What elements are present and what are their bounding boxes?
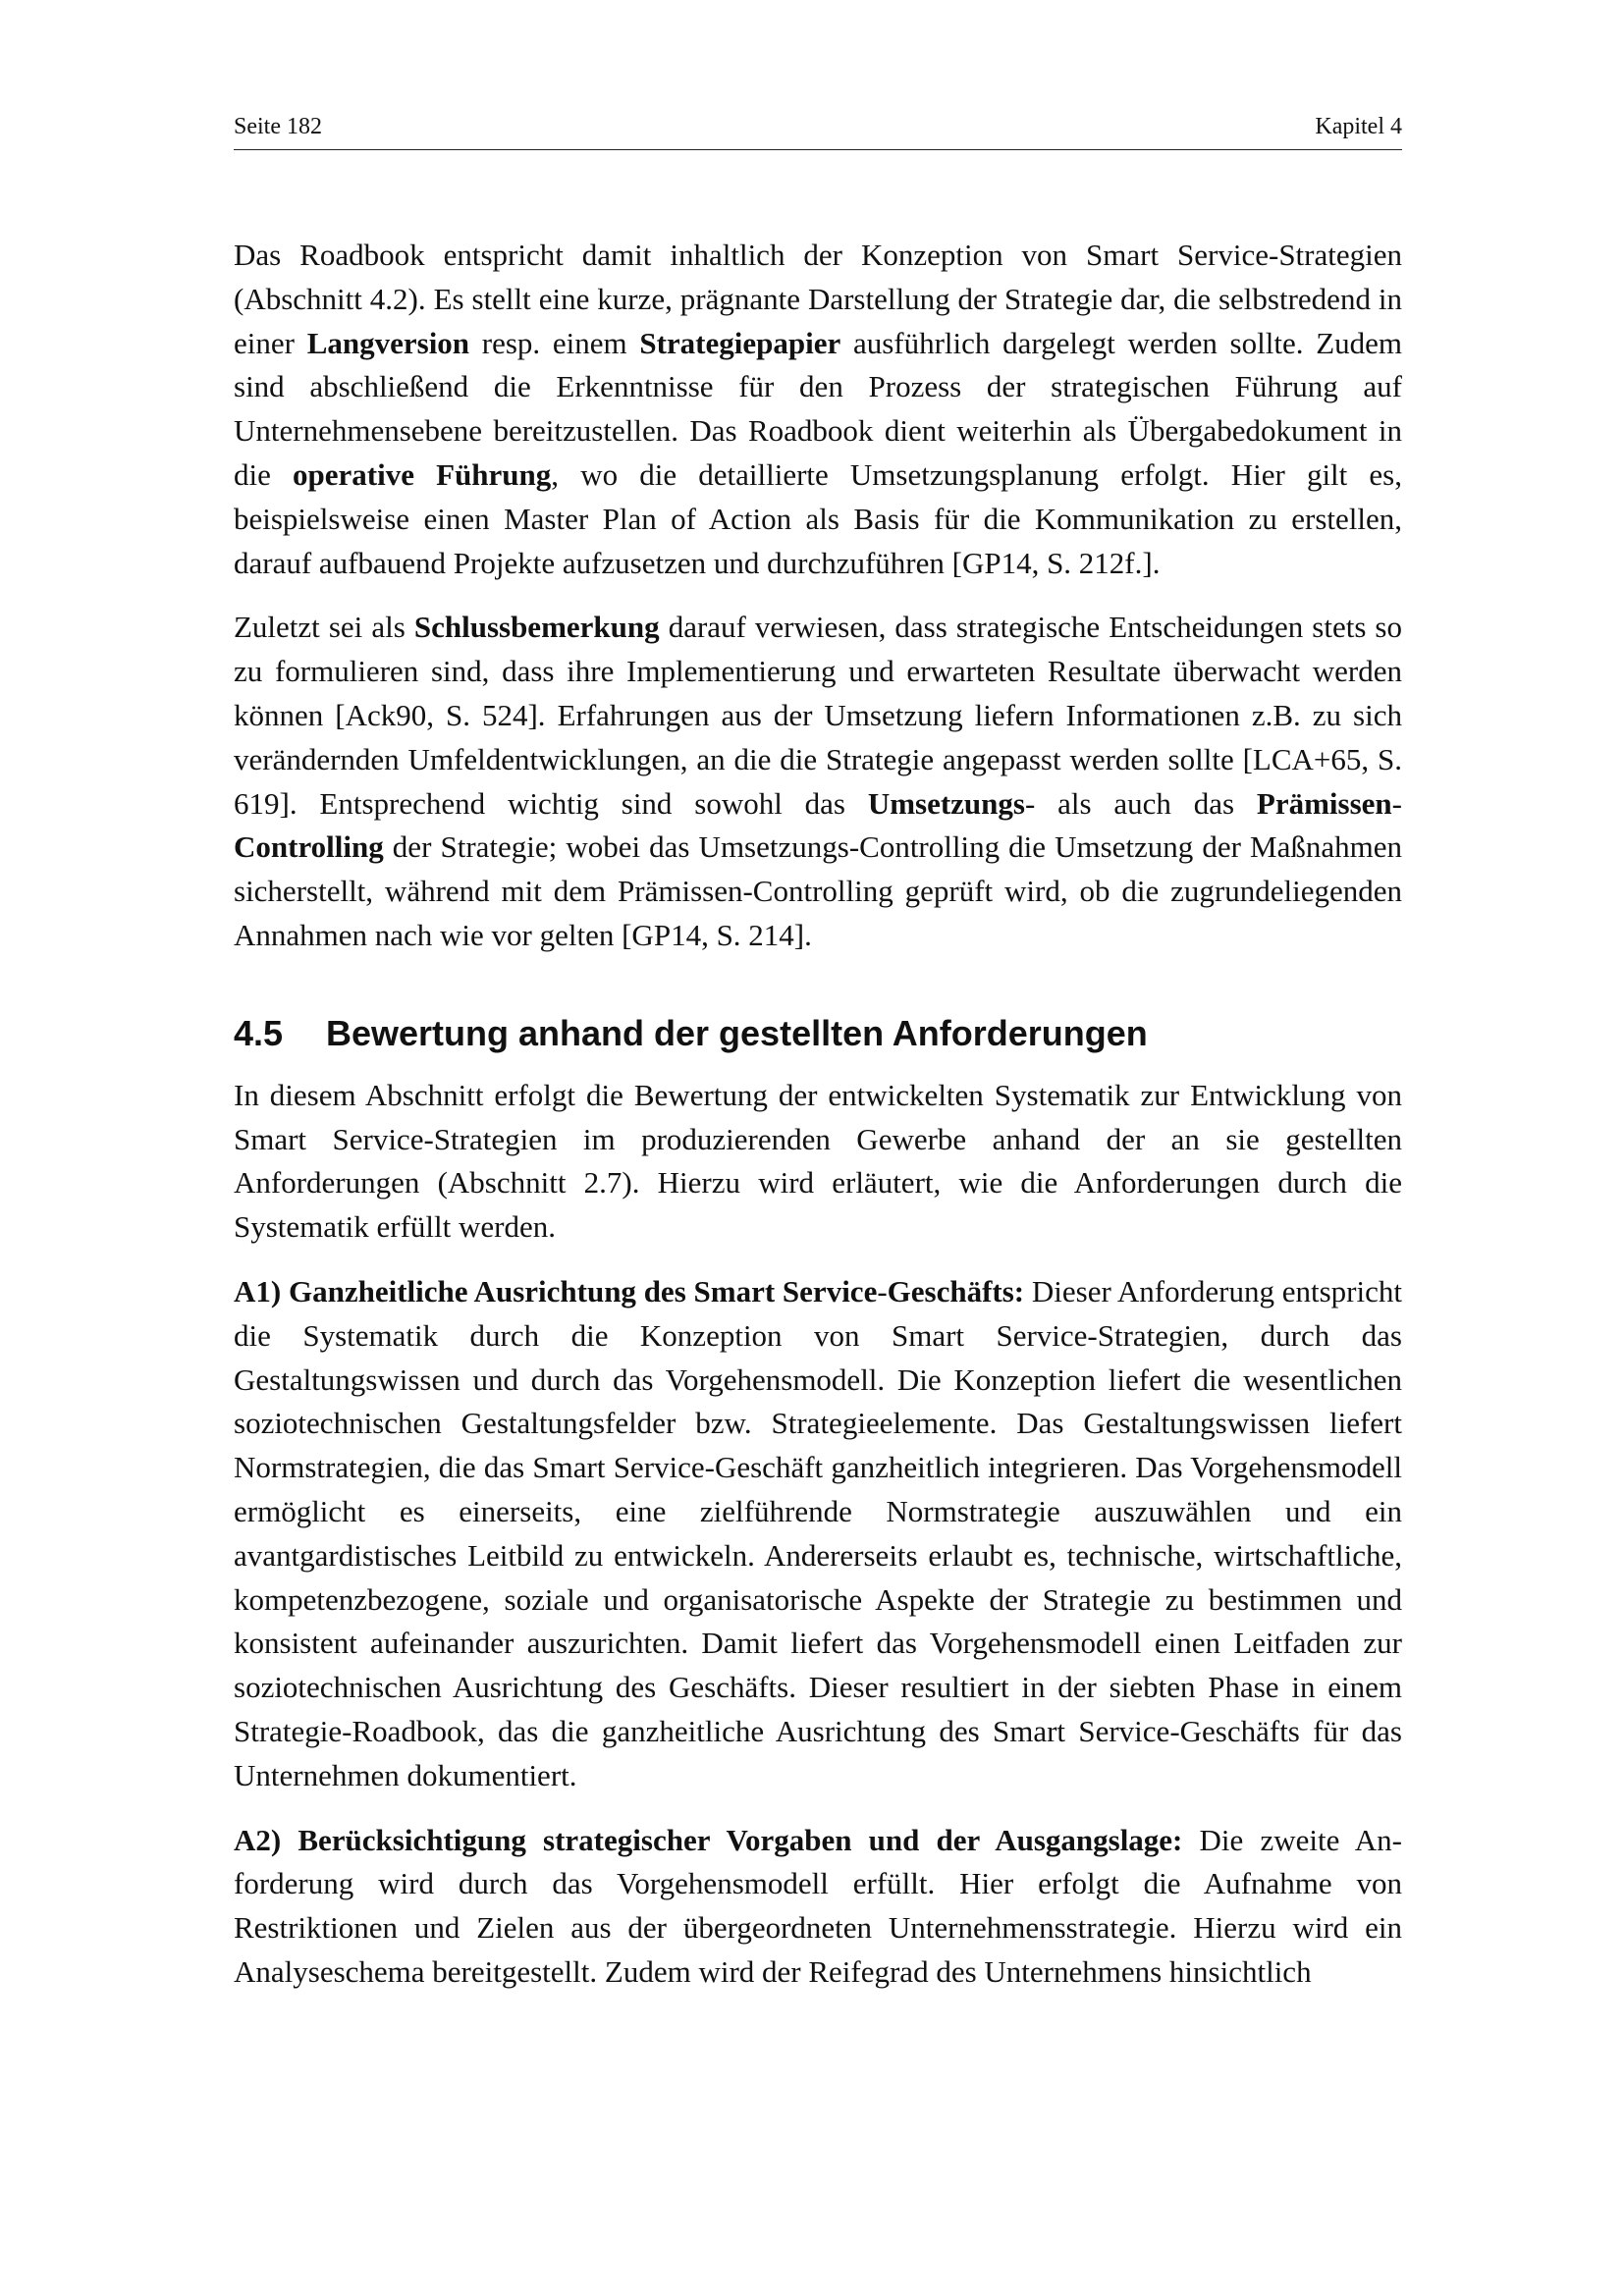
text-span: , wo die detaillierte Umsetzungsplanung erfolgt. Hier gilt es, beispielsweise einen Master Plan of Action als Basis für die Kommunikation zu erstellen, darauf aufbauend Projekte aufzusetzen und durchzuführen [GP14, S. 212f.]. [234, 456, 1403, 580]
requirement-label: A2) Berücksichtigung strategischer Vorgaben und der Ausgangslage: [234, 1822, 1183, 1857]
text-span: darauf verwiesen, dass strategische Entscheidungen stets so zu formulieren sind, dass ihre Implementierung und erwarteten Resultate überwacht werden können [Ack90, S. 524]. Erfahrungen aus der Umsetzung liefern Informationen z.B. zu sich verändernden Umfeldentwicklungen, an die die Strategie angepasst werden sollte [LCA+65, S. 619]. Entsprechend wichtig sind sowohl das [234, 610, 1402, 821]
paragraph-roadbook [234, 234, 1402, 585]
paragraph-section-intro [234, 1074, 1402, 1250]
paragraph-requirement-a2 [234, 1819, 1402, 1995]
text-span: Die zweite Anforderung wird durch das Vorgehensmodell erfüllt. Hier erfolgt die Aufnahme von Restriktionen und Zielen aus der übergeordneten Unternehmensstrategie. Hierzu wird ein Analyseschema bereitgestellt. Zudem wird der Reifegrad des Unternehmens hinsichtlich [234, 1822, 1402, 1989]
text-span: Zuletzt sei als [234, 610, 414, 645]
paragraph-requirement-a1 [234, 1270, 1402, 1798]
body-text [234, 234, 1402, 2015]
text-span: In diesem Abschnitt erfolgt die Bewertung der entwickelten Systematik zur Entwicklung von Smart Service-Strategien im produzierenden Gewerbe anhand der an sie gestellten Anforderungen (Abschnitt 2.7). Hierzu wird erläutert, wie die Anforderungen durch die Systematik erfüllt werden. [234, 1077, 1402, 1245]
requirement-label: Geschäfts: [887, 1273, 1025, 1308]
paragraph-schlussbemerkung [234, 606, 1402, 957]
bold-term: operative Führung [293, 456, 552, 492]
text-span: ausführlich dargelegt werden sollte. Zudem sind abschließend die Erkenntnisse für den Prozess der strategischen Führung auf Unternehmensebene bereitzustellen. Das Roadbook dient weiterhin als Übergabedokument in die [234, 325, 1402, 492]
text-span: Das Roadbook entspricht damit inhaltlich der Konzeption von Smart Service-Strategien (Abschnitt 4.2). Es stellt eine kurze, prägnante Darstellung der Strategie dar, die selbstredend in einer [234, 238, 1402, 360]
text-span: Dieser Anforderung entspricht die Systematik durch die Konzeption von Smart Service-Strategien, durch das Gestaltungswissen und durch das Vorgehensmodell. Die Konzeption liefert die wesentlichen soziotechnischen Gestaltungsfelder bzw. Strategieelemente. Das Gestaltungswissen liefert Normstrategien, die das Smart Service-Geschäft ganzheitlich integrieren. Das Vorgehensmodell ermöglicht es einerseits, eine zielführende Normstrategie auszuwählen und ein avantgardistisches Leitbild zu entwickeln. Andererseits erlaubt es, technische, wirtschaftliche, kompetenzbezogene, soziale und organisatorische Aspekte der Strategie zu bestimmen und konsistent aufeinander auszurichten. Damit liefert das Vorgehensmodell einen Leitfaden zur soziotechnischen Ausrichtung des Geschäfts. Dieser resultiert in der siebten Phase in einem Strategie-Roadbook, das die ganzheitliche Ausrichtung des Smart Service-Geschäfts für das Unternehmen dokumentiert. [234, 1273, 1402, 1792]
text-span: der Strategie; wobei das Umsetzungs-Controlling die Umsetzung der Maßnahmen sicherstellt, während mit dem Prämissen-Controlling geprüft wird, ob die zugrundeliegenden Annahmen nach wie vor gelten [GP14, S. 214]. [234, 829, 1402, 952]
text-span: resp. einem [469, 325, 640, 360]
section-heading [234, 1012, 1402, 1055]
bold-term: Langversion [306, 325, 470, 360]
text-span: - [1391, 785, 1402, 821]
section-title: Bewertung anhand der gestellten Anforderungen [326, 1012, 1148, 1053]
bold-term: Prämissen [1256, 785, 1392, 821]
running-header [234, 110, 1402, 150]
section-number: 4.5 [234, 1012, 284, 1053]
document-page [234, 0, 1402, 2296]
chapter-label: Kapitel 4 [1315, 114, 1402, 139]
bold-term: Strategiepapier [639, 325, 841, 360]
text-span: - [877, 1273, 888, 1308]
bold-term: Controlling [234, 829, 384, 865]
page-number-label: Seite 182 [234, 114, 322, 139]
requirement-label: A1) Ganzheitliche Ausrichtung des Smart Service [234, 1273, 878, 1308]
text-span: - als auch das [1024, 785, 1257, 821]
bold-term: Schlussbemerkung [413, 610, 660, 645]
bold-term: Umsetzungs [867, 785, 1025, 821]
